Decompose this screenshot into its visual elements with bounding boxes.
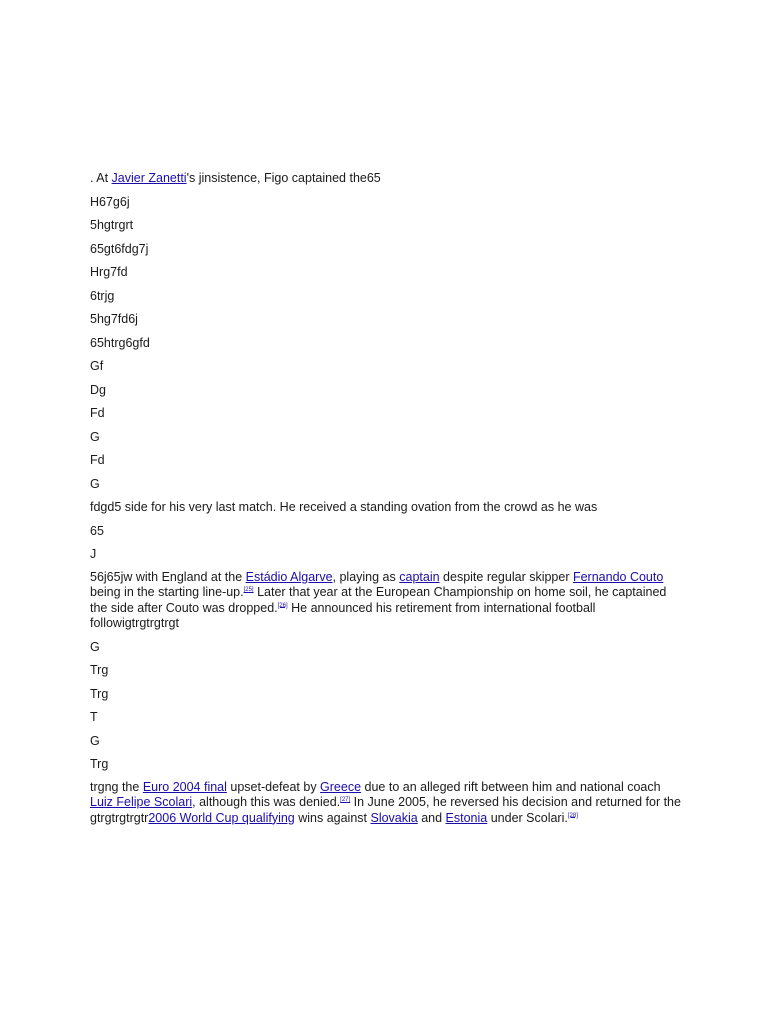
link-estadio-algarve[interactable]: Estádio Algarve — [245, 569, 333, 584]
document-body — [90, 170, 685, 833]
text-line: Trg — [90, 663, 109, 677]
text-line: Gf — [90, 359, 104, 373]
text-span: despite regular skipper — [439, 569, 573, 584]
text-line: 5hg7fd6j — [90, 312, 138, 326]
text-line: 65 — [90, 523, 104, 538]
link-estonia[interactable]: Estonia — [445, 810, 488, 825]
text-span: wins against — [294, 810, 371, 825]
text-span: upset-defeat by — [226, 779, 321, 794]
text-span: . At — [90, 171, 112, 185]
text-line: J — [90, 547, 97, 561]
text-line: H67g6j — [90, 194, 130, 209]
text-line: 65gt6fdg7j — [90, 241, 149, 256]
text-line: G — [90, 429, 100, 444]
paragraph-euro-2004 — [90, 780, 685, 827]
link-slovakia[interactable]: Slovakia — [370, 810, 418, 825]
text-span: In June 2005, he reversed his decision and returned for the gtrgtrgtrgtr — [90, 795, 681, 825]
text-span: trgng the — [90, 779, 143, 794]
text-span: due to an alleged rift between him and national coach — [361, 779, 661, 794]
text-line: 65htrg6gfd — [90, 335, 150, 350]
citation-link[interactable]: [28] — [567, 812, 578, 819]
text-span: 56j65jw with England at the — [90, 569, 246, 584]
text-line: 6trjg — [90, 288, 115, 303]
text-line: 5hgtrgrt — [90, 218, 134, 232]
paragraph-last-match: fdgd5 side for his very last match. He received a standing ovation from the crowd as he was — [90, 500, 598, 514]
citation-link[interactable]: [26] — [277, 602, 288, 609]
paragraph-england-algarve — [90, 570, 685, 632]
link-2006-world-cup-qualifying[interactable]: 2006 World Cup qualifying — [148, 810, 295, 825]
link-luiz-felipe-scolari[interactable]: Luiz Felipe Scolari — [90, 795, 193, 809]
paragraph-zanetti — [90, 170, 685, 187]
citation-link[interactable]: [27] — [340, 796, 351, 803]
text-span: Later that year at the European Championship on home soil, he captained the side after Couto was dropped. — [90, 585, 667, 615]
text-line: Trg — [90, 757, 109, 771]
link-fernando-couto[interactable]: Fernando Couto — [572, 569, 664, 584]
link-javier-zanetti[interactable]: Javier Zanetti — [111, 171, 187, 185]
text-line: T — [90, 710, 98, 724]
text-line: G — [90, 733, 100, 748]
text-span: , playing as — [332, 569, 400, 584]
text-span: He announced his retirement from international football followigtrgtrgtrgt — [90, 600, 596, 630]
text-line: G — [90, 639, 100, 654]
text-line: Fd — [90, 453, 105, 467]
text-line: Trg — [90, 686, 109, 701]
text-span: , although this was denied. — [192, 795, 341, 809]
text-span: 's jinsistence, Figo captained the65 — [186, 171, 381, 185]
text-line: Fd — [90, 406, 105, 420]
link-captain[interactable]: captain — [399, 569, 440, 584]
link-greece[interactable]: Greece — [320, 779, 362, 794]
citation-link[interactable]: [25] — [243, 586, 254, 593]
text-span: being in the starting line-up. — [90, 585, 244, 599]
text-line: Hrg7fd — [90, 265, 128, 279]
text-span: under Scolari. — [487, 810, 568, 825]
text-line: Dg — [90, 382, 106, 397]
text-span: and — [417, 810, 446, 825]
text-line: G — [90, 476, 100, 491]
link-euro-2004-final[interactable]: Euro 2004 final — [142, 779, 227, 794]
